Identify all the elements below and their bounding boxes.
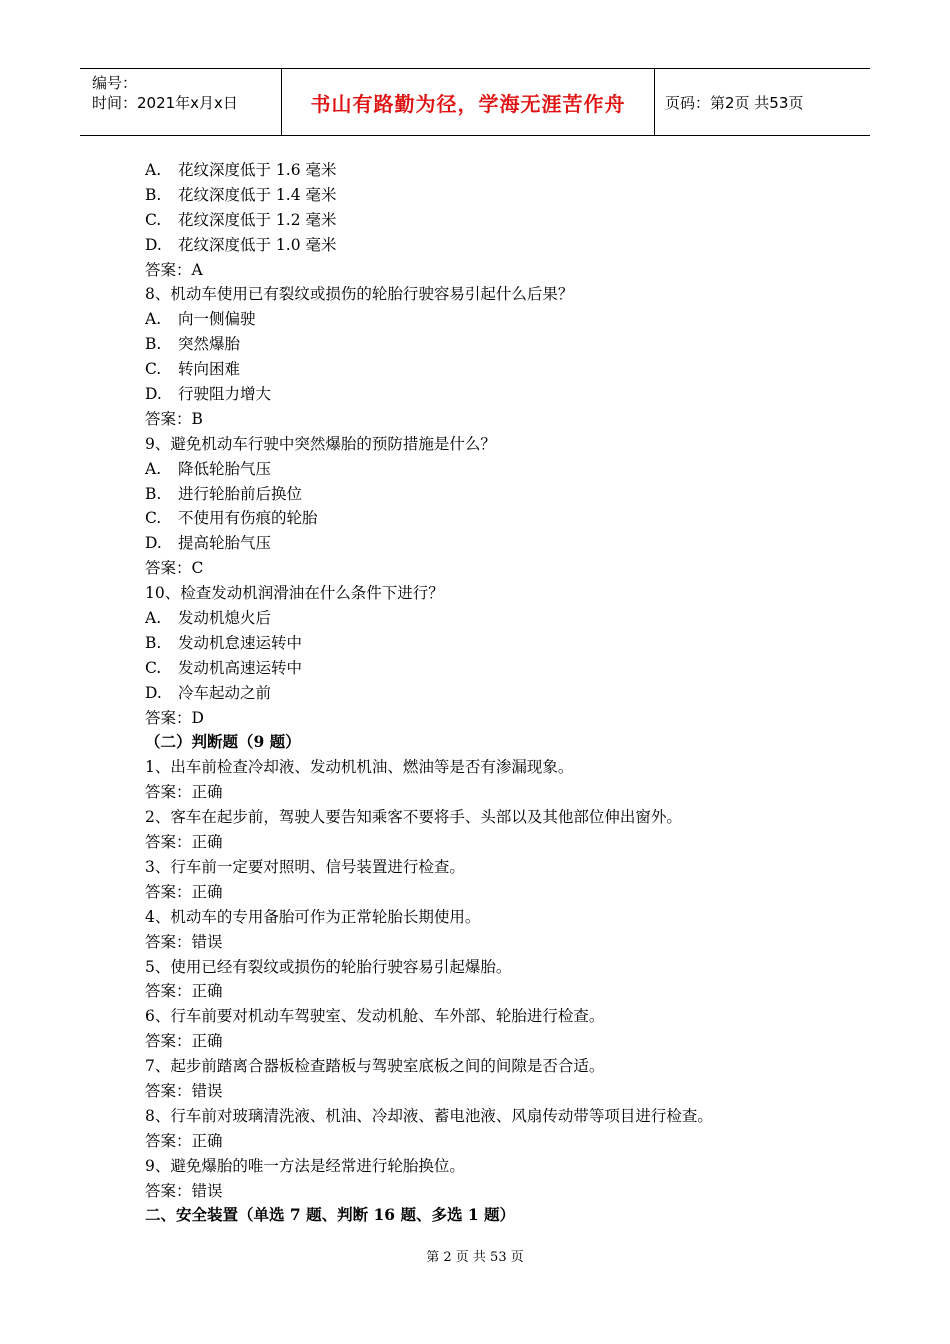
- option-line: [145, 606, 845, 631]
- answer-line: 答案：错误: [145, 932, 223, 951]
- option-line: [145, 531, 845, 556]
- option-text: 花纹深度低于 1.2 毫米: [178, 210, 337, 229]
- question-line: 1、出车前检查冷却液、发动机机油、燃油等是否有渗漏现象。: [145, 758, 574, 777]
- option-text: 向一侧偏驶: [178, 310, 256, 329]
- option-letter: B.: [145, 633, 162, 652]
- option-text: 转向困难: [178, 360, 241, 379]
- question-line: 9、避免爆胎的唯一方法是经常进行轮胎换位。: [145, 1156, 465, 1175]
- header-motto-cell: [282, 69, 655, 135]
- question-line: 6、行车前要对机动车驾驶室、发动机舱、车外部、轮胎进行检查。: [145, 1007, 605, 1026]
- option-letter: B.: [145, 185, 162, 204]
- header-meta: [80, 69, 282, 135]
- option-letter: C.: [145, 509, 162, 528]
- option-letter: D.: [145, 235, 162, 254]
- option-line: [145, 457, 845, 482]
- option-text: 突然爆胎: [178, 335, 241, 354]
- option-line: [145, 382, 845, 407]
- option-line: [145, 681, 845, 706]
- option-letter: C.: [145, 360, 162, 379]
- motto-text: 书山有路勤为径，学海无涯苦作舟: [310, 91, 626, 116]
- option-text: 提高轮胎气压: [178, 534, 272, 553]
- answer-line: 答案：正确: [145, 783, 223, 802]
- option-line: [145, 357, 845, 382]
- answer-line: 答案：A: [145, 260, 203, 279]
- option-line: [145, 332, 845, 357]
- option-line: [145, 183, 845, 208]
- question-line: 2、客车在起步前，驾驶人要告知乘客不要将手、头部以及其他部位伸出窗外。: [145, 808, 682, 827]
- page-info-text: 页码：第2页 共53页: [665, 93, 804, 112]
- option-text: 花纹深度低于 1.4 毫米: [178, 185, 337, 204]
- answer-line: 答案：正确: [145, 1032, 223, 1051]
- option-letter: C.: [145, 658, 162, 677]
- option-letter: A.: [145, 609, 162, 628]
- option-letter: A.: [145, 459, 162, 478]
- question-line: 10、检查发动机润滑油在什么条件下进行？: [145, 584, 444, 603]
- question-line: 4、机动车的专用备胎可作为正常轮胎长期使用。: [145, 907, 481, 926]
- section-heading: 二、安全装置（单选 7 题、判断 16 题、多选 1 题）: [145, 1205, 516, 1225]
- option-text: 花纹深度低于 1.6 毫米: [178, 161, 337, 179]
- answer-line: 答案：D: [145, 708, 204, 727]
- answer-line: 答案：正确: [145, 982, 223, 1001]
- answer-line: 答案：B: [145, 409, 203, 428]
- header-page-info: [655, 69, 870, 135]
- answer-line: 答案：正确: [145, 1131, 223, 1150]
- option-letter: C.: [145, 210, 162, 229]
- option-text: 发动机怠速运转中: [178, 633, 303, 652]
- option-letter: A.: [145, 310, 162, 329]
- option-line: [145, 506, 845, 531]
- answer-line: 答案：正确: [145, 833, 223, 852]
- question-line: 7、起步前踏离合器板检查踏板与驾驶室底板之间的间隙是否合适。: [145, 1057, 605, 1076]
- option-line: [145, 158, 845, 183]
- option-text: 进行轮胎前后换位: [178, 484, 303, 503]
- time-label: 时间：2021年x月x日: [92, 94, 238, 112]
- page-footer: 第 2 页 共 53 页: [426, 1250, 524, 1265]
- option-line: [145, 656, 845, 681]
- option-line: [145, 482, 845, 507]
- option-letter: B.: [145, 484, 162, 503]
- option-letter: D.: [145, 534, 162, 553]
- answer-line: 答案：错误: [145, 1181, 223, 1200]
- question-line: 8、机动车使用已有裂纹或损伤的轮胎行驶容易引起什么后果？: [145, 285, 574, 304]
- option-text: 发动机高速运转中: [178, 658, 303, 677]
- question-line: 9、避免机动车行驶中突然爆胎的预防措施是什么？: [145, 434, 496, 453]
- option-letter: D.: [145, 385, 162, 404]
- document-body: [145, 158, 845, 1228]
- section-heading: （二）判断题（9 题）: [145, 732, 301, 752]
- question-line: 5、使用已经有裂纹或损伤的轮胎行驶容易引起爆胎。: [145, 957, 512, 976]
- option-text: 行驶阻力增大: [178, 385, 272, 404]
- option-line: [145, 307, 845, 332]
- question-line: 3、行车前一定要对照明、信号装置进行检查。: [145, 857, 465, 876]
- option-letter: B.: [145, 335, 162, 354]
- answer-line: 答案：C: [145, 559, 204, 578]
- option-text: 冷车起动之前: [178, 683, 272, 702]
- option-text: 发动机熄火后: [178, 609, 272, 628]
- option-line: [145, 631, 845, 656]
- answer-line: 答案：错误: [145, 1081, 223, 1100]
- option-line: [145, 208, 845, 233]
- option-text: 不使用有伤痕的轮胎: [178, 509, 318, 528]
- document-header: [80, 68, 870, 136]
- option-line: [145, 233, 845, 258]
- question-line: 8、行车前对玻璃清洗液、机油、冷却液、蓄电池液、风扇传动带等项目进行检查。: [145, 1106, 713, 1125]
- number-label: 编号：: [92, 74, 138, 92]
- option-text: 降低轮胎气压: [178, 459, 272, 478]
- answer-line: 答案：正确: [145, 882, 223, 901]
- option-text: 花纹深度低于 1.0 毫米: [178, 235, 337, 254]
- option-letter: D.: [145, 683, 162, 702]
- option-letter: A.: [145, 161, 162, 179]
